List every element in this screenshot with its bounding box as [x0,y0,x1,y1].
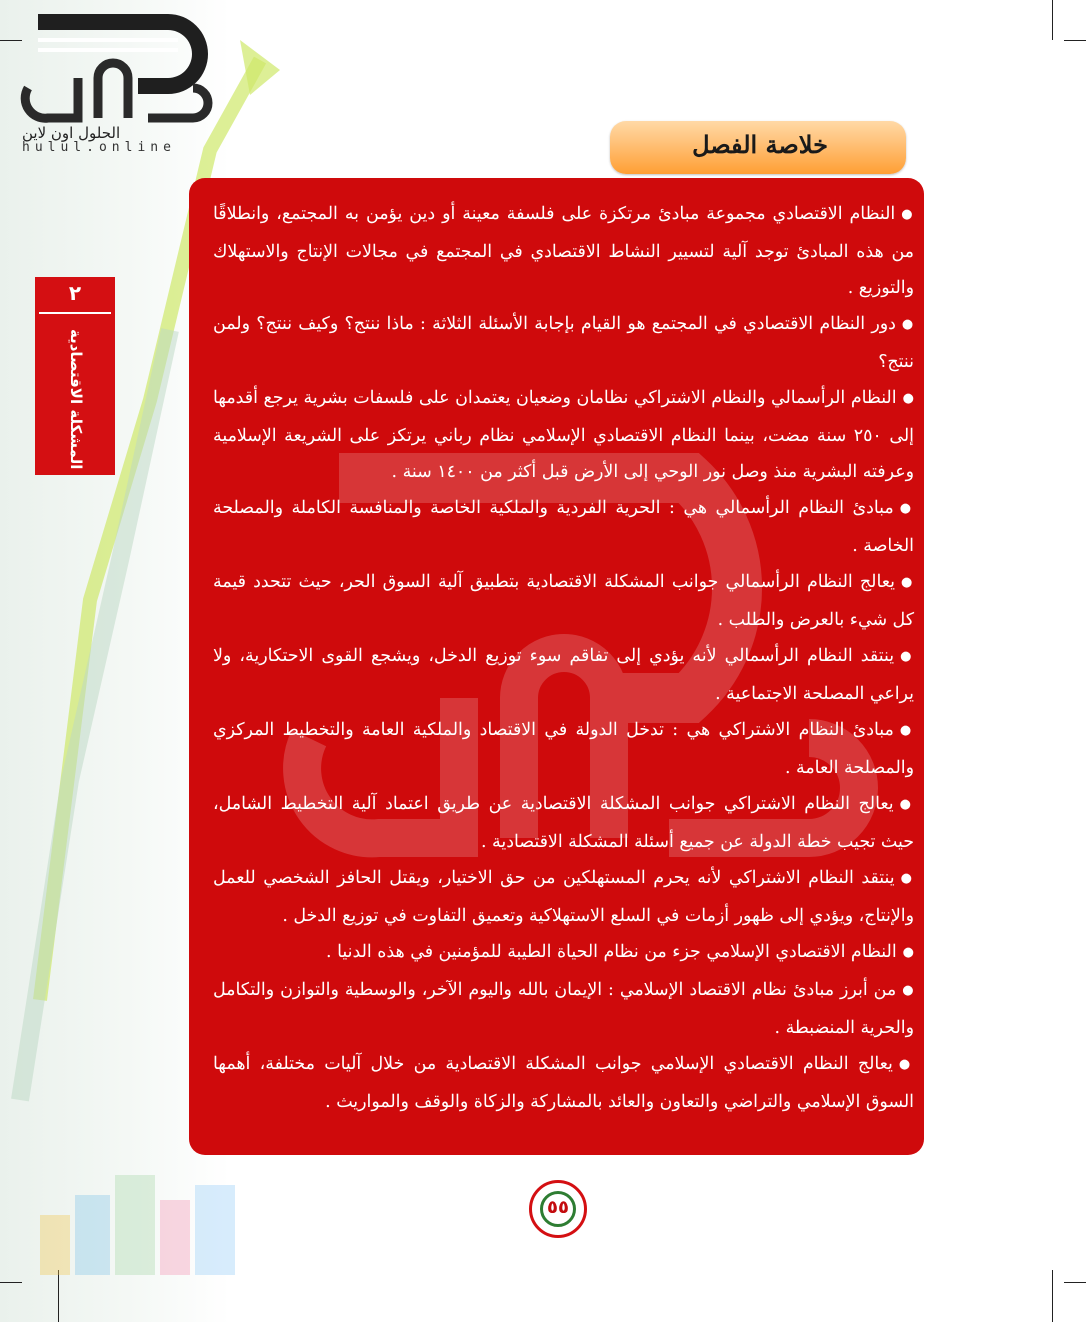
chapter-number: ٢ [68,281,82,305]
list-item: ● يعالج النظام الرأسمالي جوانب المشكلة الاقتصادية بتطبيق آلية السوق الحر، حيث تتحدد قيمة كل شيء بالعرض والطلب . [213,564,914,638]
tab-divider [39,312,111,314]
page-number: ٥٥ [547,1197,569,1218]
list-item: ● يعالج النظام الاشتراكي جوانب المشكلة الاقتصادية عن طريق اعتماد آلية التخطيط الشامل، حيث تجيب خطة الدولة عن جميع أسئلة المشكلة الاقتصادية . [213,786,914,860]
list-item: ● من أبرز مبادئ نظام الاقتصاد الإسلامي : الإيمان بالله واليوم الآخر، والوسطية والتوازن والتكامل والحرية المنضبطة . [213,972,914,1046]
list-item: ● مبادئ النظام الرأسمالي هي : الحرية الفردية والملكية الخاصة والمنافسة الكاملة والمصلحة الخاصة . [213,490,914,564]
list-item: ● النظام الرأسمالي والنظام الاشتراكي نظامان وضعيان يعتمدان على فلسفات بشرية يرجع أقدمها إلى ٢٥٠ سنة مضت، بينما النظام الاقتصادي الإسلامي نظام رباني يرتكز على الشريعة الإسلامية وعرفته البشرية منذ وصل نور الوحي إلى الأرض قبل أكثر من ١٤٠٠ سنة . [213,380,914,490]
list-item: ● يعالج النظام الاقتصادي الإسلامي جوانب المشكلة الاقتصادية من خلال آليات مختلفة، أهمها السوق الإسلامي والتراضي والتعاون والعائد بالمشاركة والزكاة والوقف والمواريث . [213,1046,914,1120]
crop-mark [1052,0,1053,40]
list-item: ● ينتقد النظام الاشتراكي لأنه يحرم المستهلكين من حق الاختيار، ويقتل الحافز الشخصي للعمل والإنتاج، ويؤدي إلى ظهور أزمات في السلع الاستهلاكية وتعميق التفاوت في توزيع الدخل . [213,860,914,934]
page-number-badge [529,1180,587,1238]
list-item: ● دور النظام الاقتصادي في المجتمع هو القيام بإجابة الأسئلة الثلاثة : ماذا ننتج؟ وكيف ننتج؟ ولمن ننتج؟ [213,306,914,380]
crop-mark [0,1282,22,1283]
summary-bullet-list [213,196,914,1120]
logo-arabic-text: الحلول اون لاين [22,124,121,142]
crop-mark [58,1270,59,1322]
list-item: ● مبادئ النظام الاشتراكي هي : تدخل الدولة في الاقتصاد والملكية العامة والتخطيط المركزي والمصلحة العامة . [213,712,914,786]
list-item: ● النظام الاقتصادي مجموعة مبادئ مرتكزة على فلسفة معينة أو دين يؤمن به المجتمع، وانطلاقًا من هذه المبادئ توجد آلية لتسيير النشاط الاقتصادي في المجتمع في مجالات الإنتاج والاستهلاك والتوزيع . [213,196,914,306]
section-title: خلاصة الفصل [692,130,828,159]
chapter-label: المشكلة الاقتصادية [67,329,85,470]
chapter-side-tab [35,277,115,475]
logo-latin-text: hulul.online [22,140,176,155]
crop-mark [1064,1282,1086,1283]
summary-panel [189,178,924,1155]
crop-mark [1064,40,1086,41]
crop-mark [1052,1270,1053,1322]
buildings-decoration [30,1165,270,1275]
list-item: ● ينتقد النظام الرأسمالي لأنه يؤدي إلى تفاقم سوء توزيع الدخل، ويشجع القوى الاحتكارية، ولا يراعي المصلحة الاجتماعية . [213,638,914,712]
list-item: ● النظام الاقتصادي الإسلامي جزء من نظام الحياة الطيبة للمؤمنين في هذه الدنيا . [213,934,914,972]
